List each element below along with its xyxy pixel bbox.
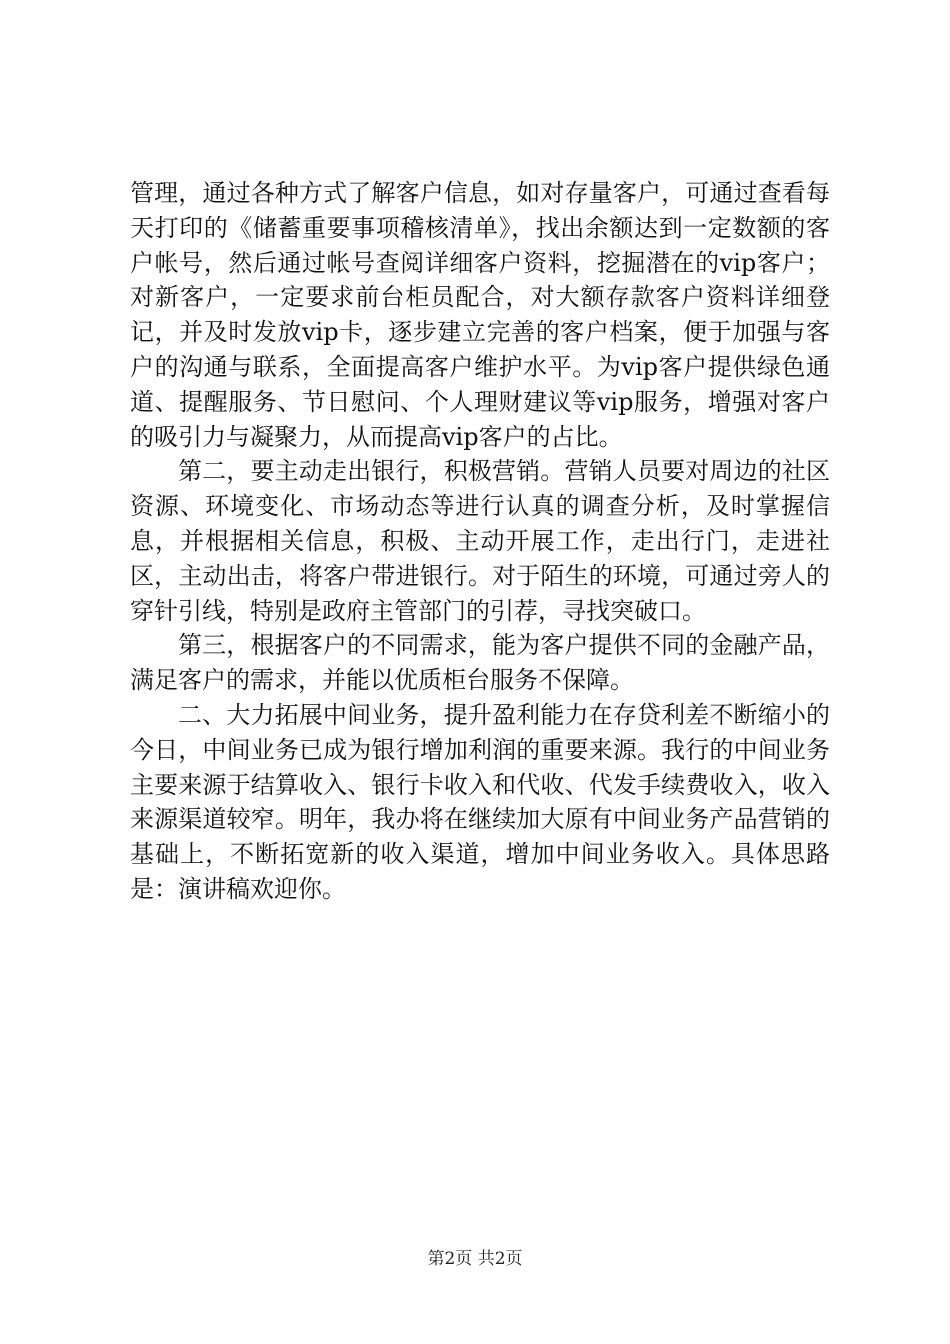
page-number-footer: 第2页 共2页: [427, 1249, 523, 1269]
paragraph-third-point: 第三，根据客户的不同需求，能为客户提供不同的金融产品，满足客户的需求，并能以优质柜台服务不保障。: [130, 631, 830, 695]
paragraph-continuation: 管理，通过各种方式了解客户信息，如对存量客户，可通过查看每天打印的《储蓄重要事项稽核清单》，找出余额达到一定数额的客户帐号，然后通过帐号查阅详细客户资料，挖掘潜在的vip客户；对新客户，一定要求前台柜员配合，对大额存款客户资料详细登记，并及时发放vip卡，逐步建立完善的客户档案，便于加强与客户的沟通与联系，全面提高客户维护水平。为vip客户提供绿色通道、提醒服务、节日慰问、个人理财建议等vip服务，增强对客户的吸引力与凝聚力，从而提高vip客户的占比。: [130, 179, 830, 451]
paragraph-second-point: 第二，要主动走出银行，积极营销。营销人员要对周边的社区资源、环境变化、市场动态等进行认真的调查分析，及时掌握信息，并根据相关信息，积极、主动开展工作，走出行门，走进社区，主动出击，将客户带进银行。对于陌生的环境，可通过旁人的穿针引线，特别是政府主管部门的引荐，寻找突破口。: [130, 457, 830, 625]
document-body: [130, 176, 830, 907]
paragraph-intermediate-business: 二、大力拓展中间业务，提升盈利能力在存贷利差不断缩小的今日，中间业务已成为银行增加利润的重要来源。我行的中间业务主要来源于结算收入、银行卡收入和代收、代发手续费收入，收入来源渠道较窄。明年，我办将在继续加大原有中间业务产品营销的基础上，不断拓宽新的收入渠道，增加中间业务收入。具体思路是：演讲稿欢迎你。: [130, 700, 830, 903]
